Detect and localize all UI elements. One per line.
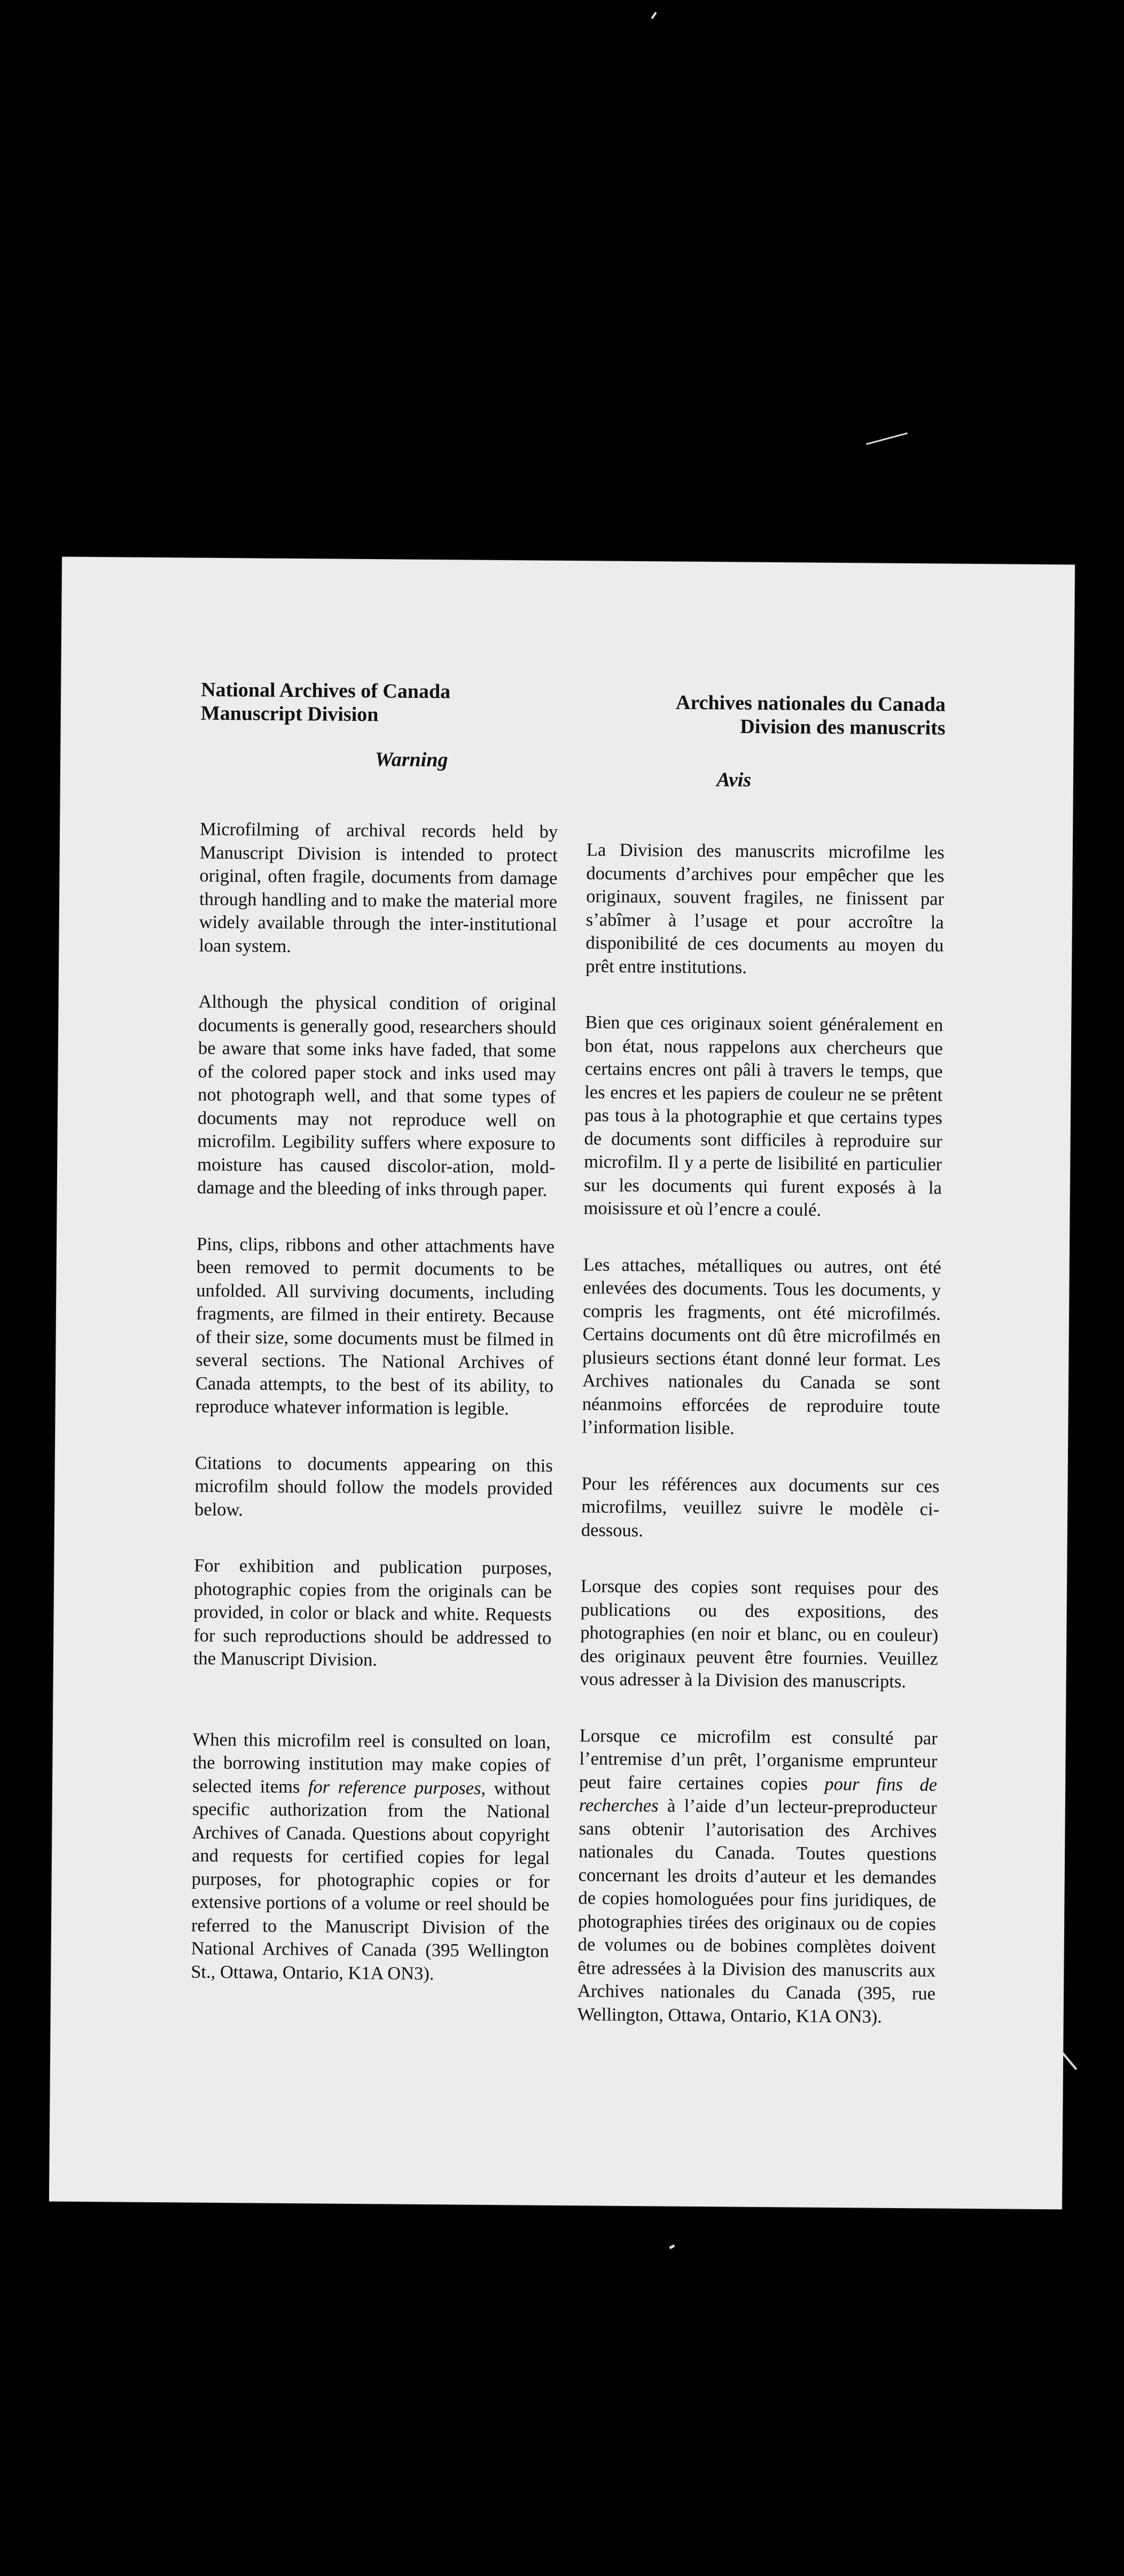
- english-header-line2: Manuscript Division: [200, 702, 379, 726]
- french-paragraph-5: Lorsque des copies sont requises pour des publications ou des expositions, des photographies (en noir et blanc, ou en couleur) des originaux peuvent être fournies. Veuillez vous adresser à la Division des manuscripts.: [580, 1576, 939, 1692]
- english-paragraph-6-start: When this microfilm reel is consulted on loan, the borrowing institution may make copies of selected items: [192, 1729, 551, 1797]
- english-paragraph-6-end: , without specific authorization from the National Archives of Canada. Questions about copyright and requests for certified copies for legal purposes, for photographic copies or for extensive portions of a volume or reel should be referred to the Manuscript Division of the National Archives of Canada (395 Wellington St., Ottawa, Ontario, K1A ON3).: [191, 1778, 551, 1984]
- french-paragraph-6-end: à l’aide d’un lecteur-preproducteur sans obtenir l’autorisation des Archives nationales du Canada. Toutes questions concernant les droits d’auteur et les demandes de copies homologuées pour fins juridiques, de photographies tirées des originaux ou de copies de volumes ou de bobines complètes doivent être adressées à la Division des manuscrits aux Archives nationales du Canada (395, rue Wellington, Ottawa, Ontario, K1A ON3).: [577, 1795, 937, 2027]
- french-header-line1: Archives nationales du Canada: [675, 691, 946, 716]
- english-warning-title: Warning: [374, 748, 448, 772]
- french-paragraph-3: Les attaches, métalliques ou autres, ont été enlevées des documents. Tous les documents, y compris les fragments, ont été microfilmés. Certains documents ont dû être microfilmés en plusieurs sections étant donné leur format. Les Archives nationales du Canada se sont néanmoins efforcées de reproduire toute l’information lisible.: [582, 1254, 941, 1439]
- english-column: [191, 678, 559, 2020]
- english-paragraph-1: Microfilming of archival records held by Manuscript Division is intended to protect original, often fragile, documents from damage through handling and to make the material more widely available through the inter-institutional loan system.: [199, 819, 558, 956]
- french-paragraph-6-start: Lorsque ce microfilm est consulté par l’entremise d’un prêt, l’organisme emprunteur peut faire certaines copies: [579, 1725, 938, 1794]
- french-paragraph-4: Pour les références aux documents sur ces microfilms, veuillez suivre le modèle ci-dessous.: [581, 1473, 940, 1541]
- speck-mark: [669, 2244, 675, 2249]
- speck-mark: [1062, 2052, 1078, 2070]
- french-paragraph-6: [577, 1724, 938, 2029]
- speck-mark: [866, 433, 908, 445]
- french-column: [577, 690, 946, 2062]
- french-paragraph-2: Bien que ces originaux soient généralement en bon état, nous rappelons aux chercheurs que certains encres ont pâli à travers le temps, que les encres et les papiers de couleur ne se prêtent pas tous à la photographie et que certains types de documents sont difficiles à reproduire sur microfilm. Il y a perte de lisibilité en particulier sur les documents qui furent exposés à la moisissure et où l’encre a coulé.: [583, 1012, 943, 1220]
- english-paragraph-6: [191, 1728, 551, 1986]
- english-paragraph-5: For exhibition and publication purposes, photographic copies from the originals can be provided, in color or black and white. Requests for such reproductions should be addressed to the Manuscript Division.: [193, 1555, 552, 1670]
- speck-mark: [651, 12, 657, 19]
- french-header-line2: Division des manuscrits: [740, 715, 946, 740]
- english-paragraph-6-italic: for reference purposes: [308, 1776, 481, 1799]
- french-warning-title: Avis: [716, 768, 752, 791]
- english-header-line1: National Archives of Canada: [201, 678, 451, 703]
- document-page: [49, 557, 1075, 2210]
- english-paragraph-3: Pins, clips, ribbons and other attachments have been removed to permit documents to be unfolded. All surviving documents, including fragments, are filmed in their entirety. Because of their size, some documents must be filmed in several sections. The National Archives of Canada attempts, to the best of its ability, to reproduce whatever information is legible.: [195, 1234, 555, 1419]
- english-paragraph-2: Although the physical condition of original documents is generally good, researchers should be aware that some inks have faded, that some of the colored paper stock and inks used may not photograph well, and that some types of documents may not reproduce well on microfilm. Legibility suffers where exposure to moisture has caused discolor-ation, mold-damage and the bleeding of inks through paper.: [197, 991, 557, 1200]
- french-paragraph-6-italic: pour fins de recherches: [579, 1773, 938, 1816]
- french-paragraph-1: La Division des manuscrits microfilme les documents d’archives pour empêcher que les originaux, souvent fragiles, ne finissent par s’abîmer à l’usage et pour accroître la disponibilité de ces documents au moyen du prêt entre institutions.: [585, 839, 945, 978]
- english-paragraph-4: Citations to documents appearing on this microfilm should follow the models provided below.: [194, 1452, 553, 1520]
